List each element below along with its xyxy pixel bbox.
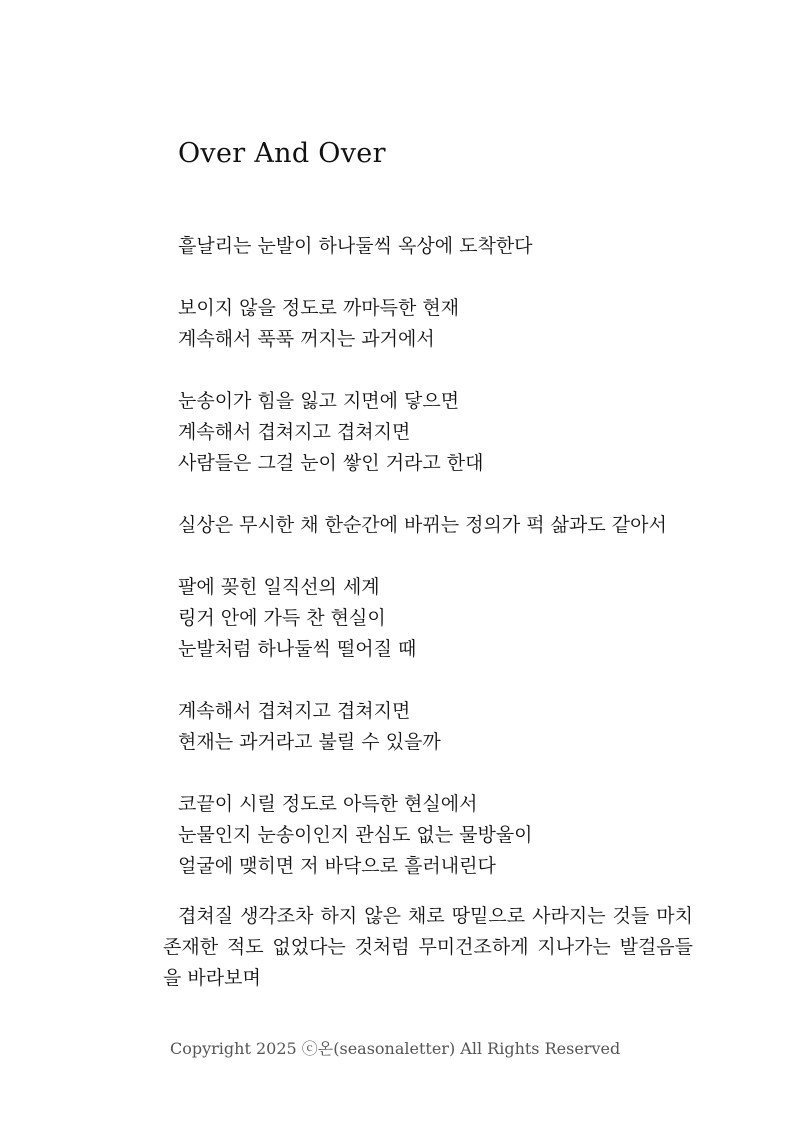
poem-line: 눈송이가 힘을 잃고 지면에 닿으면 <box>178 390 460 412</box>
stanza-3 <box>178 386 698 479</box>
poem-line: 얼굴에 맺히면 저 바닥으로 흘러내린다 <box>178 855 496 877</box>
poem-body <box>178 231 698 913</box>
poem-line: 코끝이 시릴 정도로 아득한 현실에서 <box>178 793 478 815</box>
stanza-7 <box>178 789 698 882</box>
stanza-2 <box>178 293 698 355</box>
poem-line: 링거 안에 가득 찬 현실이 <box>178 607 386 629</box>
poem-line: 현재는 과거라고 불릴 수 있을까 <box>178 731 441 753</box>
stanza-6 <box>178 696 698 758</box>
poem-line: 사람들은 그걸 눈이 쌓인 거라고 한대 <box>178 452 484 474</box>
poem-line: 계속해서 겹쳐지고 겹쳐지면 <box>178 421 411 443</box>
poem-line: 실상은 무시한 채 한순간에 바뀌는 정의가 퍽 삶과도 같아서 <box>178 514 667 536</box>
closing-paragraph: 겹쳐질 생각조차 하지 않은 채로 땅밑으로 사라지는 것들 마치 존재한 적도 없었다는 것처럼 무미건조하게 지나가는 발걸음들을 바라보며 <box>163 905 693 989</box>
poem-line: 흩날리는 눈발이 하나둘씩 옥상에 도착한다 <box>178 235 533 257</box>
stanza-5 <box>178 572 698 665</box>
copyright-footer: Copyright 2025 ⓒ온(seasonaletter) All Rights Reserved <box>170 1039 621 1058</box>
stanza-4 <box>178 510 698 541</box>
stanza-1 <box>178 231 698 262</box>
poem-line: 팔에 꽂힌 일직선의 세계 <box>178 576 380 598</box>
poem-title: Over And Over <box>178 138 386 169</box>
poem-line: 계속해서 푹푹 꺼지는 과거에서 <box>178 328 435 350</box>
poem-line: 눈물인지 눈송이인지 관심도 없는 물방울이 <box>178 824 533 846</box>
poem-line: 계속해서 겹쳐지고 겹쳐지면 <box>178 700 411 722</box>
poem-line: 눈발처럼 하나둘씩 떨어질 때 <box>178 638 417 660</box>
poem-line: 보이지 않을 정도로 까마득한 현재 <box>178 297 460 319</box>
